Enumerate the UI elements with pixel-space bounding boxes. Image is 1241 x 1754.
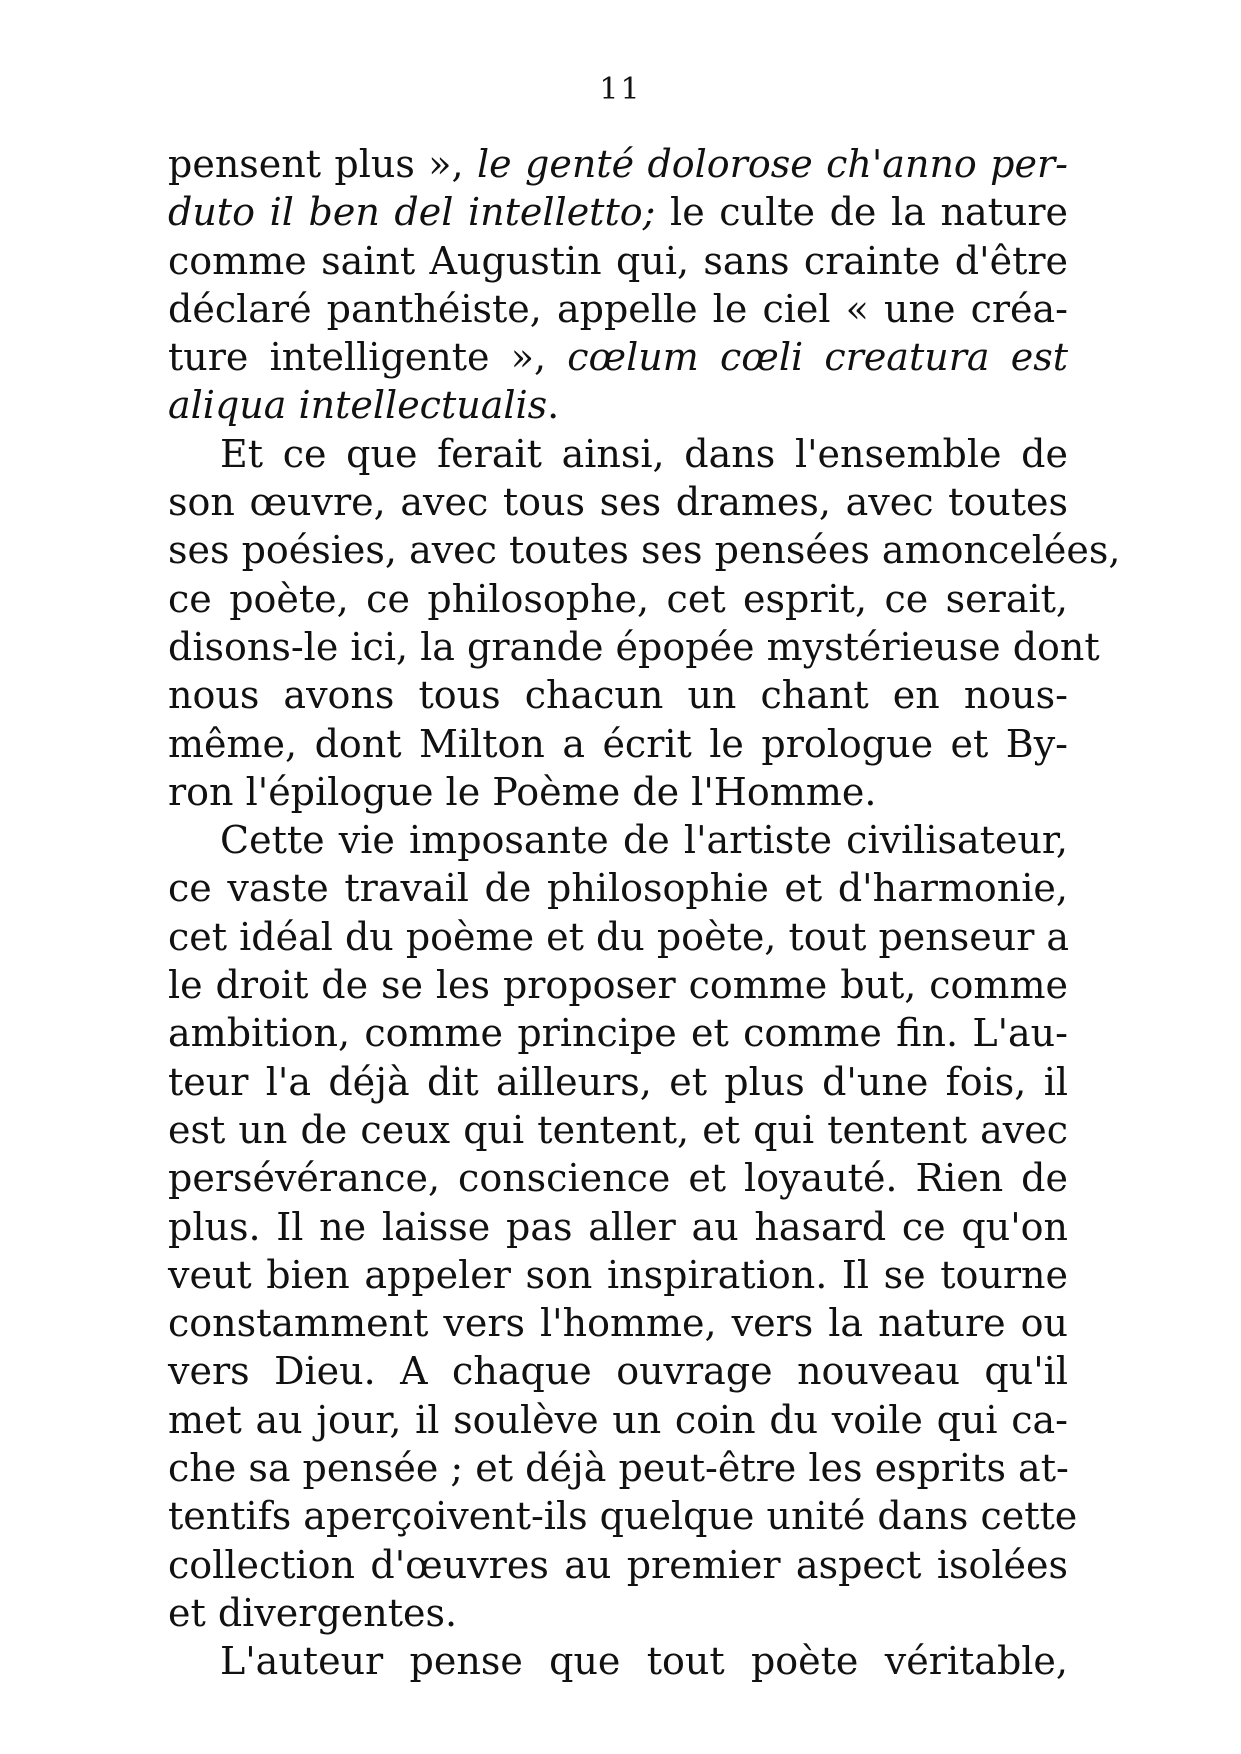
text-line: même, dont Milton a écrit le prologue et By- xyxy=(168,721,1068,766)
text-line: déclaré panthéiste, appelle le ciel « une créa- xyxy=(168,286,1068,331)
text-line: constamment vers l'homme, vers la nature ou xyxy=(168,1301,1068,1346)
text-line: teur l'a déjà dit ailleurs, et plus d'une fois, il xyxy=(168,1059,1068,1104)
text-line: collection d'œuvres au premier aspect isolées xyxy=(168,1542,1068,1587)
page-number: 11 xyxy=(599,72,642,107)
text-line: duto il ben del intelletto; le culte de la nature xyxy=(168,190,1069,235)
text-line: ambition, comme principe et comme fin. L'au- xyxy=(168,1011,1068,1056)
text-line: tentifs aperçoivent-ils quelque unité dans cette xyxy=(168,1494,1078,1539)
text-line: le droit de se les proposer comme but, comme xyxy=(168,963,1068,1008)
body-text xyxy=(168,140,1121,1686)
text-line: disons-le ici, la grande épopée mystérieuse dont xyxy=(168,624,1100,669)
text-line: plus. Il ne laisse pas aller au hasard ce qu'on xyxy=(168,1204,1068,1249)
text-line: est un de ceux qui tentent, et qui tentent avec xyxy=(168,1107,1068,1152)
text-line: che sa pensée ; et déjà peut-être les esprits at- xyxy=(168,1446,1069,1491)
text-line: ses poésies, avec toutes ses pensées amoncelées, xyxy=(168,528,1121,573)
text-line: vers Dieu. A chaque ouvrage nouveau qu'il xyxy=(168,1349,1068,1394)
text-line: et divergentes. xyxy=(168,1590,458,1635)
text-line: Et ce que ferait ainsi, dans l'ensemble de xyxy=(220,431,1068,476)
text-line: comme saint Augustin qui, sans crainte d'être xyxy=(168,238,1068,283)
text-line: cet idéal du poème et du poète, tout penseur a xyxy=(168,914,1070,959)
text-line: persévérance, conscience et loyauté. Rien de xyxy=(168,1156,1068,1201)
text-line: pensent plus », le genté dolorose ch'anno per- xyxy=(168,142,1068,186)
text-line: Cette vie imposante de l'artiste civilisateur, xyxy=(220,818,1068,863)
text-line: nous avons tous chacun un chant en nous- xyxy=(168,673,1068,718)
text-line: L'auteur pense que tout poète véritable, xyxy=(220,1639,1068,1684)
text-line: veut bien appeler son inspiration. Il se tourne xyxy=(168,1252,1068,1297)
text-line: met au jour, il soulève un coin du voile qui ca- xyxy=(168,1397,1068,1442)
text-line: ron l'épilogue le Poème de l'Homme. xyxy=(168,769,877,814)
text-line: aliqua intellectualis. xyxy=(168,383,560,428)
text-line: ce poète, ce philosophe, cet esprit, ce serait, xyxy=(168,576,1068,621)
text-line: ture intelligente », cœlum cœli creatura est xyxy=(168,335,1068,380)
text-line: ce vaste travail de philosophie et d'harmonie, xyxy=(168,866,1068,911)
text-line: son œuvre, avec tous ses drames, avec toutes xyxy=(168,480,1068,525)
